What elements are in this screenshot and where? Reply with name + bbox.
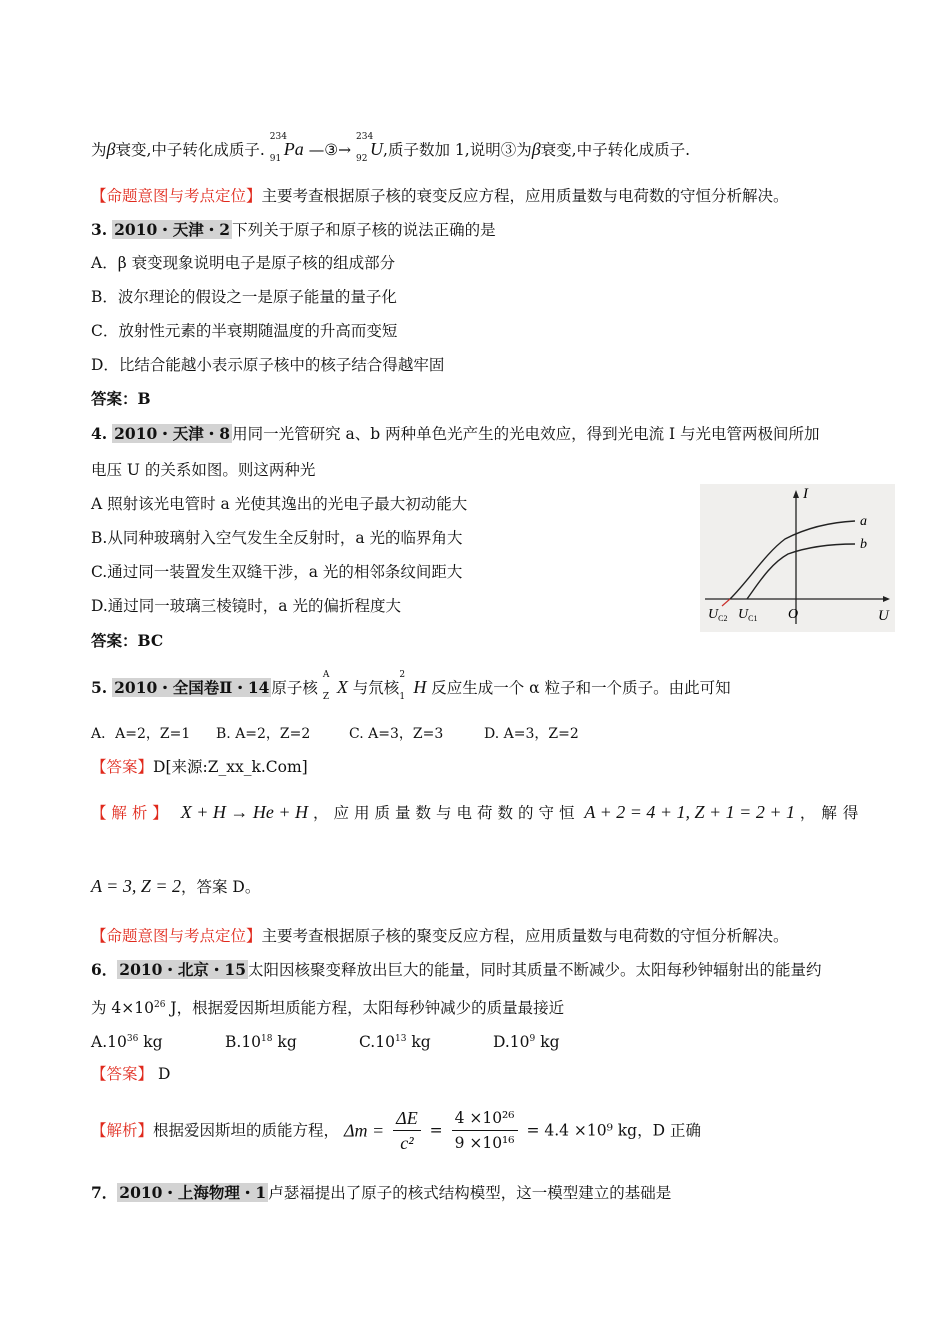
i-axis-label: I <box>803 486 808 502</box>
uc2-label: $U_{C2}$ <box>708 607 728 623</box>
q5-option-d: D. A=3，Z=2 <box>484 726 579 742</box>
curve-a-label: a <box>860 514 867 529</box>
nuclide-h: 2 1 H <box>399 670 427 702</box>
conservation-equations: A + 2 = 4 + 1, Z + 1 = 2 + 1 <box>584 802 795 822</box>
origin-label: O <box>788 607 799 622</box>
curve-b-label: b <box>860 537 867 552</box>
question-5-stem: 5. 2010・全国卷Ⅱ・14 原子核 A Z X 与氘核 2 1 H 反应生成一个 α 粒子和一个质子。由此可知 <box>91 670 731 702</box>
q4-option-c: C.通过同一装置发生双缝干涉，a 光的相邻条纹间距大 <box>91 563 463 581</box>
fraction-energy: $\frac{\Delta E}{\text{c²}}$ <box>393 1106 421 1155</box>
q3-option-c: C．放射性元素的半衰期随温度的升高而变短 <box>91 322 398 340</box>
question-7-stem: 7． 2010・上海物理・1 卢瑟福提出了原子的核式结构模型，这一模型建立的基础是 <box>91 1183 672 1202</box>
nuclide-x: A Z X <box>322 670 348 702</box>
question-6-stem-cont: 为 $4\times 10^{26}$ J，根据爱因斯坦质能方程，太阳每秒钟减少的质量最接近 <box>91 999 565 1018</box>
intent-tag: 【命题意图与考点定位】 <box>91 187 262 205</box>
nuclide-u: 234 92 U <box>356 132 384 164</box>
decay-explanation-line: 为β衰变,中子转化成质子. 234 91 Pa —③→ 234 92 U,质子数加 1,说明③为β衰变,中子转化成质子. <box>91 132 691 164</box>
q5-option-c: C. A=3，Z=3 <box>349 726 444 742</box>
question-4-stem-cont: 电压 U 的关系如图。则这两种光 <box>91 461 316 479</box>
fraction-values: $\frac{\text{4 ×10²⁶}}{\text{9 ×10¹⁶}}$ <box>452 1106 518 1155</box>
question-source: 2010・北京・15 <box>119 960 247 979</box>
q6-analysis: 【解析】根据爱因斯坦的质能方程， Δm = $\frac{\Delta E}{\text{c²}}$ = $\frac{\text{4 ×10²⁶}}{\text{9 ×10¹⁶}}$ = 4.4 ×10⁹ kg，D 正确 <box>91 1108 701 1153</box>
q6-option-d: $D.10^9$ kg <box>493 1033 560 1052</box>
q5-option-b: B. A=2，Z=2 <box>216 726 311 742</box>
q6-option-a: $A.10^{36}$ kg <box>91 1033 163 1052</box>
u-axis-arrow <box>883 596 890 602</box>
decay-arrow: —③→ <box>308 141 352 159</box>
question-source: 2010・全国卷Ⅱ・14 <box>114 678 270 697</box>
q5-analysis: 【 解 析 】 X + H → He + H ，应用质量数与电荷数的守恒 A + 2 = 4 + 1, Z + 1 = 2 + 1 ，解得 <box>91 802 865 822</box>
exam-intent-2: 【命题意图与考点定位】主要考查根据原子核的聚变反应方程，应用质量数与电荷数的守恒分析解决。 <box>91 927 789 945</box>
u-axis-label: U <box>878 608 889 624</box>
i-axis-arrow <box>793 490 799 498</box>
question-source: 2010・天津・2 <box>114 220 231 239</box>
q3-option-b: B．波尔理论的假设之一是原子能量的量子化 <box>91 288 397 306</box>
question-4-stem: 4. 2010・天津・8 用同一光管研究 a、b 两种单色光产生的光电效应，得到光电流 I 与光电管两极间所加 <box>91 424 820 443</box>
q5-result: A = 3, Z = 2，答案 D。 <box>91 876 261 896</box>
q4-option-b: B.从同种玻璃射入空气发生全反射时，a 光的临界角大 <box>91 529 463 547</box>
exam-intent-1: 【命题意图与考点定位】主要考查根据原子核的衰变反应方程，应用质量数与电荷数的守恒分析解决。 <box>91 187 789 205</box>
q3-answer: 答案：B <box>91 389 151 408</box>
q3-option-d: D．比结合能越小表示原子核中的核子结合得越牢固 <box>91 356 445 374</box>
q4-answer: 答案：BC <box>91 631 164 650</box>
q6-option-c: $C.10^{13}$ kg <box>359 1033 431 1052</box>
beta-symbol: β <box>106 139 116 159</box>
nuclide-pa: 234 91 Pa <box>269 132 304 164</box>
question-6-stem: 6． 2010・北京・15 太阳因核聚变释放出巨大的能量，同时其质量不断减少。太阳每秒钟辐射出的能量约 <box>91 960 822 979</box>
q6-option-b: $B.10^{18}$ kg <box>225 1033 297 1052</box>
reaction-equation: X + H → He + H <box>180 802 309 822</box>
q5-option-a: A．A=2，Z=1 <box>91 726 191 742</box>
q6-answer: 【答案】 D <box>91 1065 171 1083</box>
question-source: 2010・天津・8 <box>114 424 231 443</box>
q5-options <box>91 724 579 744</box>
curve-b <box>747 544 855 599</box>
q5-answer: 【答案】D[来源:Z_xx_k.Com] <box>91 758 308 776</box>
photocurrent-voltage-graph <box>700 484 895 632</box>
q4-option-d: D.通过同一玻璃三棱镜时，a 光的偏折程度大 <box>91 597 401 615</box>
q3-option-a: A．β 衰变现象说明电子是原子核的组成部分 <box>91 254 396 272</box>
q6-options <box>91 1029 560 1052</box>
curve-a-tail <box>722 599 730 606</box>
curve-a <box>730 521 855 599</box>
q4-option-a: A 照射该光电管时 a 光使其逸出的光电子最大初动能大 <box>91 495 468 513</box>
uc1-label: $U_{C1}$ <box>738 607 758 623</box>
question-3-stem: 3. 2010・天津・2 下列关于原子和原子核的说法正确的是 <box>91 220 496 239</box>
question-source: 2010・上海物理・1 <box>119 1183 267 1202</box>
iu-curves <box>700 484 895 632</box>
